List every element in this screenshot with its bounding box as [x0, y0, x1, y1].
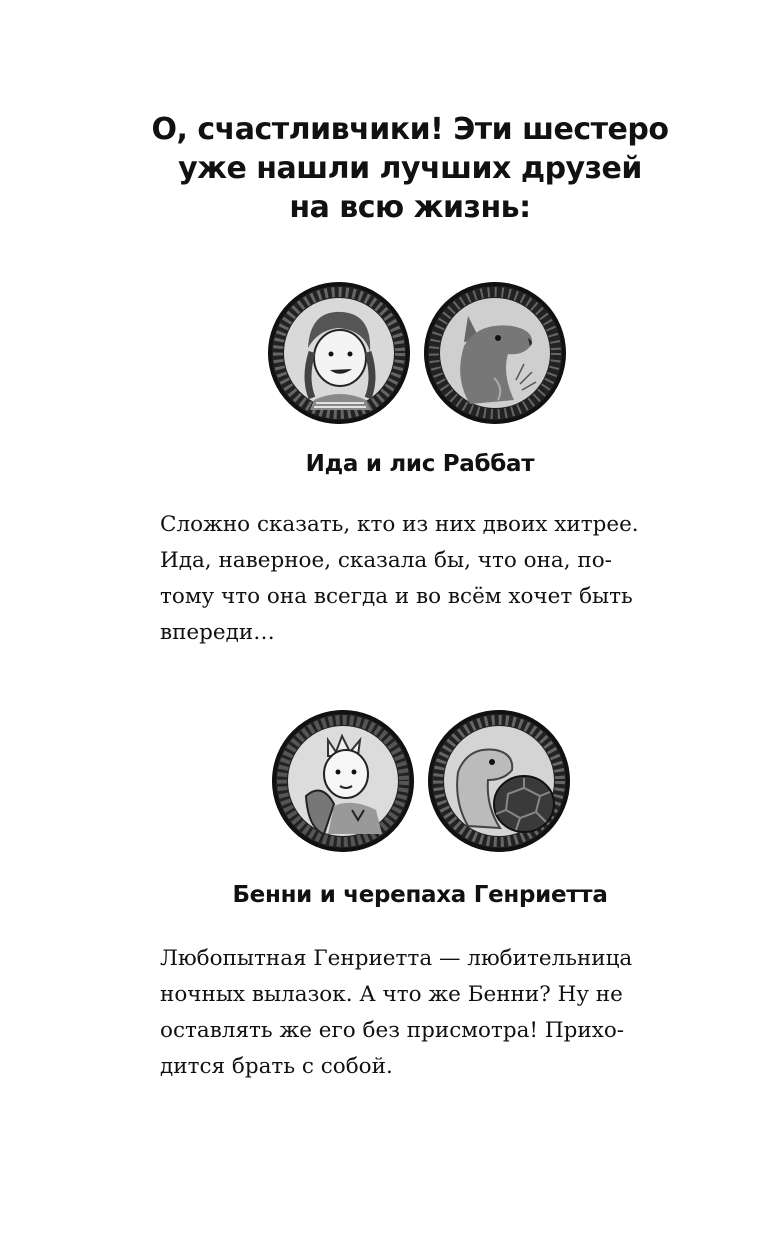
pair-1-title: Ида и лис Раббат [305, 451, 535, 477]
text-line: Любопытная Генриетта — любительница [160, 946, 633, 971]
text-line: Ида, наверное, сказала бы, что она, по- [160, 548, 612, 573]
pair-2-title: Бенни и черепаха Генриетта [232, 882, 608, 908]
text-line: ночных вылазок. А что же Бенни? Ну не [160, 982, 623, 1007]
headline-line: О, счастливчики! Эти шестеро [151, 112, 669, 147]
girl-portrait-icon [268, 282, 410, 424]
text-line: тому что она всегда и во всём хочет быть [160, 584, 633, 609]
headline-line: на всю жизнь: [289, 190, 531, 225]
boy-portrait-icon [272, 710, 414, 852]
pair-1-description [160, 507, 660, 651]
text-line: оставлять же его без присмотра! Прихо- [160, 1018, 625, 1043]
text-line: дится брать с собой. [160, 1054, 393, 1079]
page-headline [130, 110, 690, 227]
pair-2-description [160, 941, 660, 1085]
pair-1-medallions [268, 282, 566, 424]
turtle-portrait-icon [428, 710, 570, 852]
text-line: Сложно сказать, кто из них двоих хитрее. [160, 512, 639, 537]
pair-2-medallions [272, 710, 570, 852]
fox-portrait-icon [424, 282, 566, 424]
text-line: впереди… [160, 620, 275, 645]
headline-line: уже нашли лучших друзей [178, 151, 642, 186]
